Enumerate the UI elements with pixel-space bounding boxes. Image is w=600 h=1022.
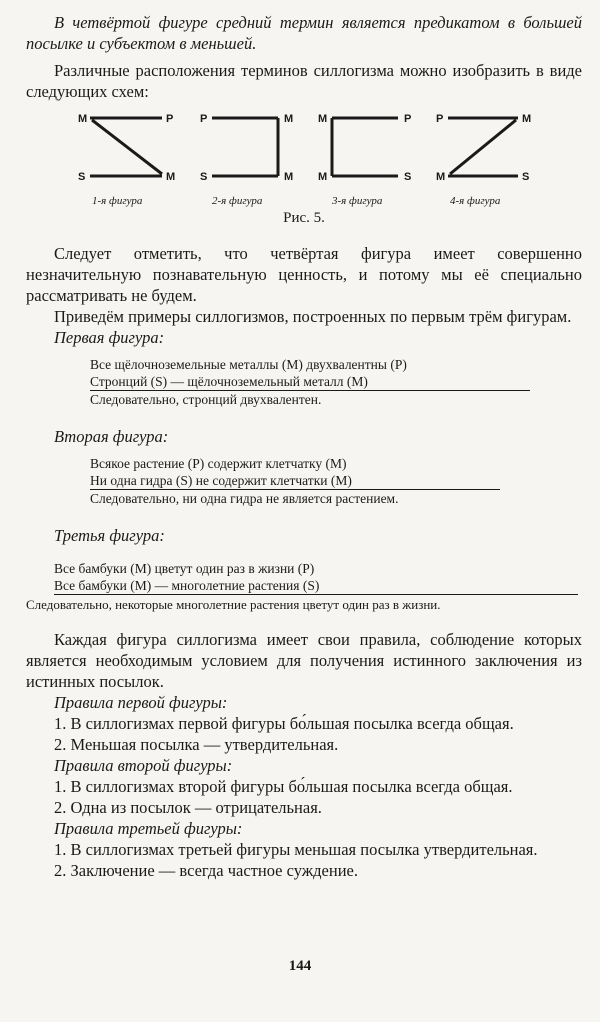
fig3-premise1: Все бамбуки (M) цветут один раз в жизни (P) bbox=[54, 561, 315, 576]
fig4-bl: M bbox=[436, 171, 446, 183]
fig1-bl: S bbox=[78, 171, 86, 183]
paragraph-note: Следует отметить, что четвёртая фигура имеет совершенно незначительную познавательную ценность, и потому мы её специально рассматривать не будем. bbox=[26, 244, 582, 305]
rules1-r2: 2. Меньшая посылка — утвердительная. bbox=[54, 735, 339, 754]
syllogism-figures-diagram bbox=[26, 112, 582, 212]
fig2-syllogism bbox=[90, 455, 582, 507]
fig1-label: 1-я фигура bbox=[92, 195, 143, 207]
fig1-heading: Первая фигура: bbox=[54, 328, 165, 347]
fig1-premise1: Все щёлочноземельные металлы (M) двухвалентны (P) bbox=[90, 357, 407, 372]
figures-svg bbox=[26, 112, 582, 212]
rules1-r1: 1. В силлогизмах первой фигуры бо́льшая посылка всегда общая. bbox=[54, 714, 514, 733]
fig3-premise2: Все бамбуки (M) — многолетние растения (S) bbox=[54, 578, 320, 593]
rules1-heading: Правила первой фигуры: bbox=[54, 693, 228, 712]
fig2-br: M bbox=[284, 171, 294, 183]
figure-3-diagram bbox=[318, 113, 411, 207]
page-content bbox=[26, 12, 582, 881]
fig4-label: 4-я фигура bbox=[450, 195, 501, 207]
fig2-bl: S bbox=[200, 171, 208, 183]
fig3-tr: P bbox=[404, 113, 412, 125]
fig4-tr: M bbox=[522, 113, 532, 125]
fig2-label: 2-я фигура bbox=[212, 195, 263, 207]
figure-2-diagram bbox=[200, 113, 293, 207]
fig3-label: 3-я фигура bbox=[332, 195, 383, 207]
fig1-br: M bbox=[166, 171, 176, 183]
figure-4-diagram bbox=[436, 113, 531, 207]
fig2-conclusion: Следовательно, ни одна гидра не является растением. bbox=[90, 491, 399, 506]
fig1-tr: P bbox=[166, 113, 174, 125]
paragraph-rules: Каждая фигура силлогизма имеет свои правила, соблюдение которых является необходимым условием для получения истинного заключения из истинных посылок. bbox=[26, 630, 582, 691]
fig1-syllogism bbox=[90, 356, 582, 408]
intro-italic: В четвёртой фигуре средний термин является предикатом в большей посылке и субъектом в меньшей. bbox=[26, 13, 582, 53]
fig2-tr: M bbox=[284, 113, 294, 125]
fig4-tl: P bbox=[436, 113, 444, 125]
fig2-heading: Вторая фигура: bbox=[54, 427, 169, 446]
figure-caption: Рис. 5. bbox=[283, 210, 325, 226]
fig2-premise2: Ни одна гидра (S) не содержит клетчатки (M) bbox=[90, 473, 352, 488]
fig2-tl: P bbox=[200, 113, 208, 125]
fig4-br: S bbox=[522, 171, 530, 183]
rules2-r2: 2. Одна из посылок — отрицательная. bbox=[54, 798, 322, 817]
rules3-r2: 2. Заключение — всегда частное суждение. bbox=[54, 861, 358, 880]
fig3-tl: M bbox=[318, 113, 328, 125]
fig4-line-diagonal bbox=[450, 120, 516, 174]
rules2-heading: Правила второй фигуры: bbox=[54, 756, 233, 775]
intro-text: Различные расположения терминов силлогизма можно изобразить в виде следующих схем: bbox=[26, 61, 582, 101]
fig2-premise1: Всякое растение (P) содержит клетчатку (M) bbox=[90, 456, 347, 471]
fig1-line-diagonal bbox=[92, 120, 162, 174]
rules3-heading: Правила третьей фигуры: bbox=[54, 819, 243, 838]
fig1-premise2: Стронций (S) — щёлочноземельный металл (M) bbox=[90, 374, 368, 389]
figure-1-diagram bbox=[78, 113, 175, 207]
fig3-br: S bbox=[404, 171, 412, 183]
fig3-conclusion: Следовательно, некоторые многолетние растения цветут один раз в жизни. bbox=[26, 597, 441, 612]
fig1-tl: M bbox=[78, 113, 88, 125]
rules2-r1: 1. В силлогизмах второй фигуры бо́льшая посылка всегда общая. bbox=[54, 777, 513, 796]
paragraph-examples: Приведём примеры силлогизмов, построенных по первым трём фигурам. bbox=[54, 307, 572, 326]
fig3-bl: M bbox=[318, 171, 328, 183]
page-number: 144 bbox=[288, 958, 312, 974]
rules3-r1: 1. В силлогизмах третьей фигуры меньшая посылка утвердительная. bbox=[54, 840, 538, 859]
fig3-syllogism bbox=[54, 560, 582, 595]
fig1-conclusion: Следовательно, стронций двухвалентен. bbox=[90, 392, 322, 407]
fig3-heading: Третья фигура: bbox=[54, 526, 165, 545]
